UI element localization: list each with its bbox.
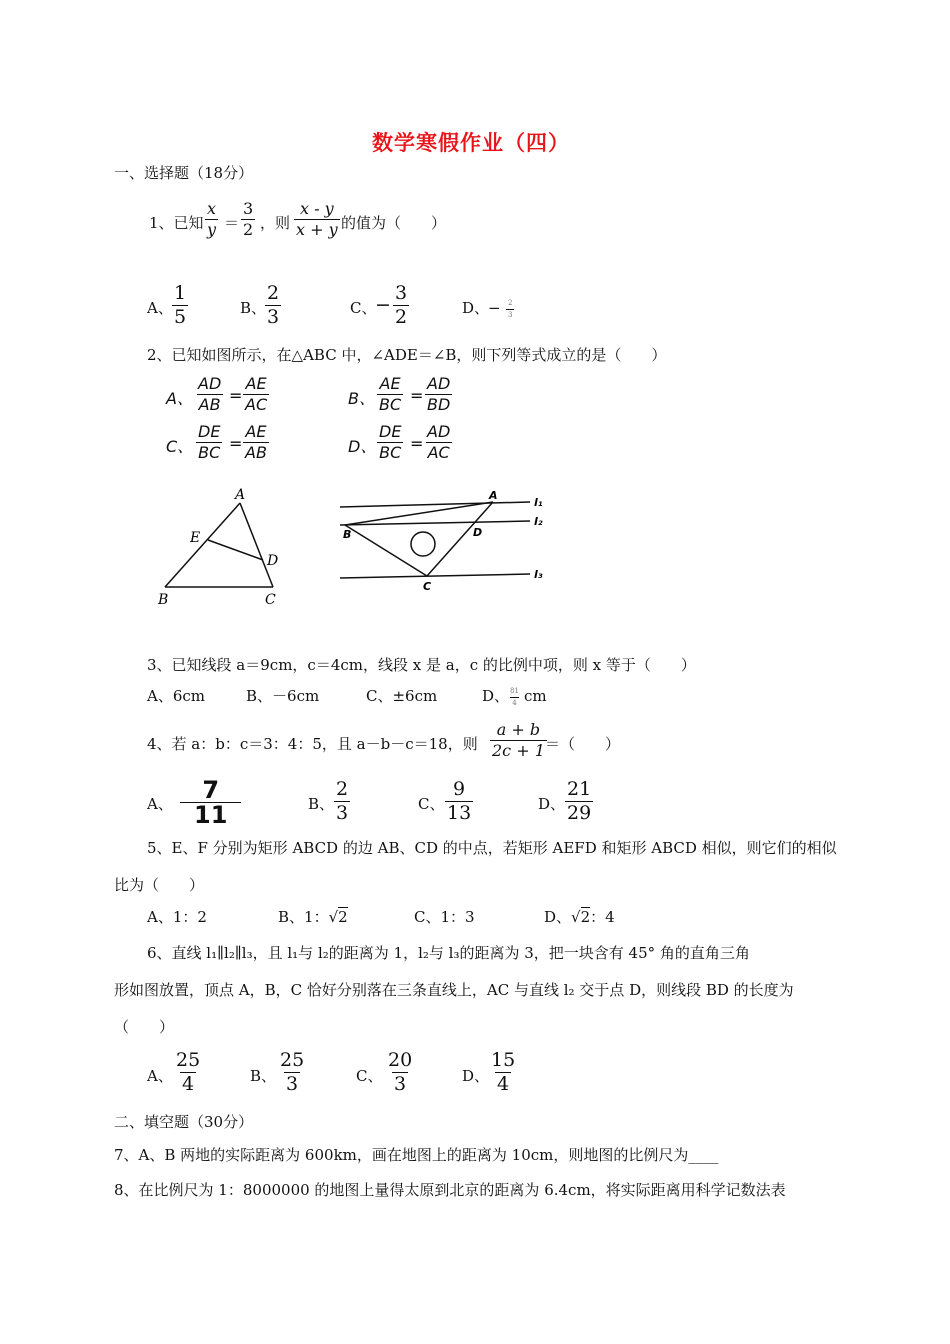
fig2-side-ac <box>427 502 493 576</box>
q6-option-c-label: C、 <box>356 1067 383 1085</box>
q3-option-d-label: D、 <box>482 687 510 705</box>
q4-optA-num: 7 <box>202 776 220 804</box>
q4-fraction <box>490 722 547 759</box>
q6-optD-num: 15 <box>491 1049 516 1071</box>
figure-parallel-lines <box>335 485 560 595</box>
q4-optB-num: 2 <box>336 778 349 800</box>
q4-optD-num: 21 <box>567 778 592 800</box>
q6-optC-num: 20 <box>388 1049 413 1071</box>
q1-optA-den: 5 <box>174 306 187 328</box>
q1-optC-den: 2 <box>395 306 408 328</box>
q5-optB-radicand: 2 <box>338 908 348 926</box>
q1-optD-den: 3 <box>508 311 513 319</box>
q1-frac2-num: 3 <box>243 199 254 218</box>
q2-c-r-num: AE <box>245 422 267 441</box>
q1-option-a-label: A、 <box>147 299 173 317</box>
fig1-segment-de <box>208 540 263 560</box>
q4-option-b-fraction <box>334 780 350 823</box>
q2-a-r-num: AE <box>245 374 267 393</box>
q1-frac3-den: x + y <box>296 220 338 239</box>
q2-c-l-den: BC <box>198 443 221 462</box>
q1-option-c-label: C、 <box>350 299 377 317</box>
q1-optC-num: 3 <box>395 282 408 304</box>
q3-option-a: A、6cm <box>147 687 206 705</box>
q2-a-l-num: AD <box>198 374 222 393</box>
q6-option-d-fraction <box>489 1051 517 1094</box>
fig1-label-d: D <box>267 553 279 569</box>
q5-option-d <box>544 907 615 927</box>
fig2-line-l3 <box>340 574 530 578</box>
page-title: 数学寒假作业（四） <box>372 130 570 155</box>
q1-frac1-den: y <box>207 220 217 239</box>
q2-b-r-den: BD <box>427 395 451 414</box>
q1-optB-den: 3 <box>267 306 280 328</box>
q2-b-l-den: BC <box>379 395 402 414</box>
q6-optD-den: 4 <box>497 1073 510 1095</box>
figure-triangle-abc <box>150 485 290 610</box>
q4-optC-den: 13 <box>447 802 472 824</box>
fig2-label-a: A <box>489 489 498 502</box>
q1-option-b-fraction <box>265 284 281 327</box>
q4-frac-den: 2c + 1 <box>492 741 545 760</box>
q4-option-b-label: B、 <box>308 795 335 813</box>
q6-option-b-label: B、 <box>250 1067 277 1085</box>
q1-option-d-fraction <box>506 300 514 319</box>
q4-option-d-label: D、 <box>538 795 566 813</box>
fig2-label-d: D <box>473 526 483 539</box>
sqrt-symbol-icon: √ <box>328 908 339 926</box>
q4-option-c-label: C、 <box>418 795 445 813</box>
q2-option-a-right <box>243 376 269 413</box>
q2-c-l-num: DE <box>198 422 221 441</box>
q2-c-r-den: AB <box>245 443 267 462</box>
q1-frac3-num: x - y <box>300 199 334 218</box>
q1-option-d-label: D、 <box>462 299 490 317</box>
q6-option-c-fraction <box>386 1051 414 1094</box>
fig1-side-ac <box>240 503 273 587</box>
q4-option-a-fraction <box>180 776 241 829</box>
q2-a-l-den: AB <box>198 395 221 414</box>
q2-option-d-eq: = <box>410 434 424 453</box>
fig1-label-c: C <box>265 592 276 608</box>
fig2-label-c: C <box>423 580 432 593</box>
q3-option-d-unit: cm <box>524 687 547 705</box>
q5-optD-post: ：4 <box>590 908 615 926</box>
question-8: 8、在比例尺为 1：8000000 的地图上量得太原到北京的距离为 6.4cm，将实际距离用科学记数法表 <box>114 1181 786 1199</box>
q2-d-r-den: AC <box>427 443 450 462</box>
q4-optC-num: 9 <box>453 778 466 800</box>
q1-suffix: 的值为（ ） <box>341 214 447 232</box>
fig1-label-b: B <box>158 592 169 608</box>
q6-line2: 形如图放置，顶点 A，B，C 恰好分别落在三条直线上，AC 与直线 l₂ 交于点 D，则线段 BD 的长度为 <box>114 981 794 999</box>
q2-option-c-label: C、 <box>166 437 194 456</box>
q2-option-a-eq: = <box>229 386 243 405</box>
q4-optD-den: 29 <box>567 802 592 824</box>
q2-option-b-label: B、 <box>348 389 375 408</box>
q5-line1: 5、E、F 分别为矩形 ABCD 的边 AB、CD 的中点，若矩形 AEFD 和矩形 ABCD 相似，则它们的相似 <box>147 839 837 857</box>
fig1-label-e: E <box>190 530 201 546</box>
q2-option-d-left <box>377 424 403 461</box>
fig2-line-l1 <box>340 502 530 507</box>
q2-option-c-left <box>196 424 222 461</box>
q2-a-r-den: AC <box>245 395 268 414</box>
q5-optB-pre: B、1： <box>278 908 329 926</box>
q4-suffix: ＝（ ） <box>545 735 621 753</box>
q5-option-c: C、1：3 <box>414 908 475 926</box>
section-heading-fill-in: 二、填空题（30分） <box>114 1113 254 1131</box>
q4-option-d-fraction <box>565 780 593 823</box>
sqrt-symbol-icon: √ <box>571 908 581 926</box>
q6-line1: 6、直线 l₁∥l₂∥l₃，且 l₁与 l₂的距离为 1，l₂与 l₃的距离为 3，把一块含有 45° 角的直角三角 <box>147 944 750 962</box>
q1-optB-num: 2 <box>267 282 280 304</box>
q5-option-a: A、1：2 <box>147 908 207 926</box>
q1-prefix: 1、已知 <box>149 214 204 232</box>
fig2-label-l1: l₁ <box>534 496 543 509</box>
q6-optB-den: 3 <box>286 1073 299 1095</box>
q4-prefix: 4、若 a：b：c＝3：4：5，且 a－b－c＝18，则 <box>147 735 478 753</box>
q3-text: 3、已知线段 a＝9cm，c＝4cm，线段 x 是 a，c 的比例中项，则 x 等于（ ） <box>147 656 696 674</box>
fig2-label-l2: l₂ <box>534 515 543 528</box>
q2-option-b-right <box>425 376 452 413</box>
fig1-label-a: A <box>235 487 246 503</box>
q2-option-b-eq: = <box>410 386 424 405</box>
q1-optD-num: 2 <box>508 299 513 307</box>
q6-optB-num: 25 <box>280 1049 305 1071</box>
q2-d-l-num: DE <box>379 422 402 441</box>
q4-option-a-label: A、 <box>147 795 173 813</box>
q5-line2: 比为（ ） <box>114 876 205 894</box>
q1-eq: ＝ <box>224 214 240 232</box>
q3-optD-den: 4 <box>512 699 517 707</box>
q1-fraction-3-2 <box>241 201 255 238</box>
q1-frac2-den: 2 <box>243 220 254 239</box>
q1-fraction-x-y <box>205 201 218 238</box>
q3-option-c: C、±6cm <box>366 687 438 705</box>
q2-d-r-num: AD <box>427 422 451 441</box>
q1-mid: ，则 <box>260 214 291 232</box>
q4-optA-den: 11 <box>180 802 241 813</box>
q2-option-d-right <box>425 424 452 461</box>
q2-option-c-right <box>243 424 269 461</box>
q6-option-a-fraction <box>174 1051 202 1094</box>
q3-optD-num: 81 <box>510 687 519 695</box>
q3-option-d-fraction <box>508 688 521 707</box>
question-7: 7、A、B 两地的实际距离为 600km，画在地图上的距离为 10cm，则地图的比例尺为____ <box>114 1146 719 1164</box>
q1-fraction-expr <box>294 201 340 238</box>
q2-option-b-left <box>377 376 403 413</box>
q2-b-r-num: AD <box>427 374 451 393</box>
q4-optB-den: 3 <box>336 802 349 824</box>
q2-text: 2、已知如图所示，在△ABC 中，∠ADE＝∠B，则下列等式成立的是（ ） <box>147 346 667 364</box>
q2-option-c-eq: = <box>229 434 243 453</box>
fig1-side-ab <box>165 503 240 587</box>
q4-option-c-fraction <box>445 780 473 823</box>
q2-option-d-label: D、 <box>348 437 377 456</box>
q1-option-c-minus: − <box>375 294 391 316</box>
q5-option-b <box>278 907 348 927</box>
section-heading-choice: 一、选择题（18分） <box>114 164 254 182</box>
fig2-circle-hole <box>411 532 435 556</box>
q1-frac1-num: x <box>207 199 217 218</box>
q6-optC-den: 3 <box>394 1073 407 1095</box>
q2-option-a-label: A、 <box>166 389 193 408</box>
q1-option-c-fraction <box>393 284 409 327</box>
q2-option-a-left <box>196 376 223 413</box>
q1-optA-num: 1 <box>174 282 187 304</box>
q2-d-l-den: BC <box>379 443 402 462</box>
q1-option-a-fraction <box>172 284 188 327</box>
q3-option-b: B、－6cm <box>246 687 320 705</box>
q1-option-d-minus: − <box>488 299 501 317</box>
fig2-label-b: B <box>343 528 352 541</box>
q4-frac-num: a + b <box>496 720 541 739</box>
q6-optA-num: 25 <box>176 1049 201 1071</box>
q6-optA-den: 4 <box>182 1073 195 1095</box>
fig2-label-l3: l₃ <box>534 568 543 581</box>
fig2-side-bc <box>345 525 427 576</box>
q6-option-d-label: D、 <box>462 1067 490 1085</box>
q6-option-b-fraction <box>278 1051 306 1094</box>
q6-option-a-label: A、 <box>147 1067 173 1085</box>
q2-b-l-num: AE <box>379 374 401 393</box>
q1-option-b-label: B、 <box>240 299 267 317</box>
q5-optD-radicand: 2 <box>580 908 591 926</box>
q5-optD-pre: D、 <box>544 908 572 926</box>
q6-line3: （ ） <box>114 1018 175 1036</box>
